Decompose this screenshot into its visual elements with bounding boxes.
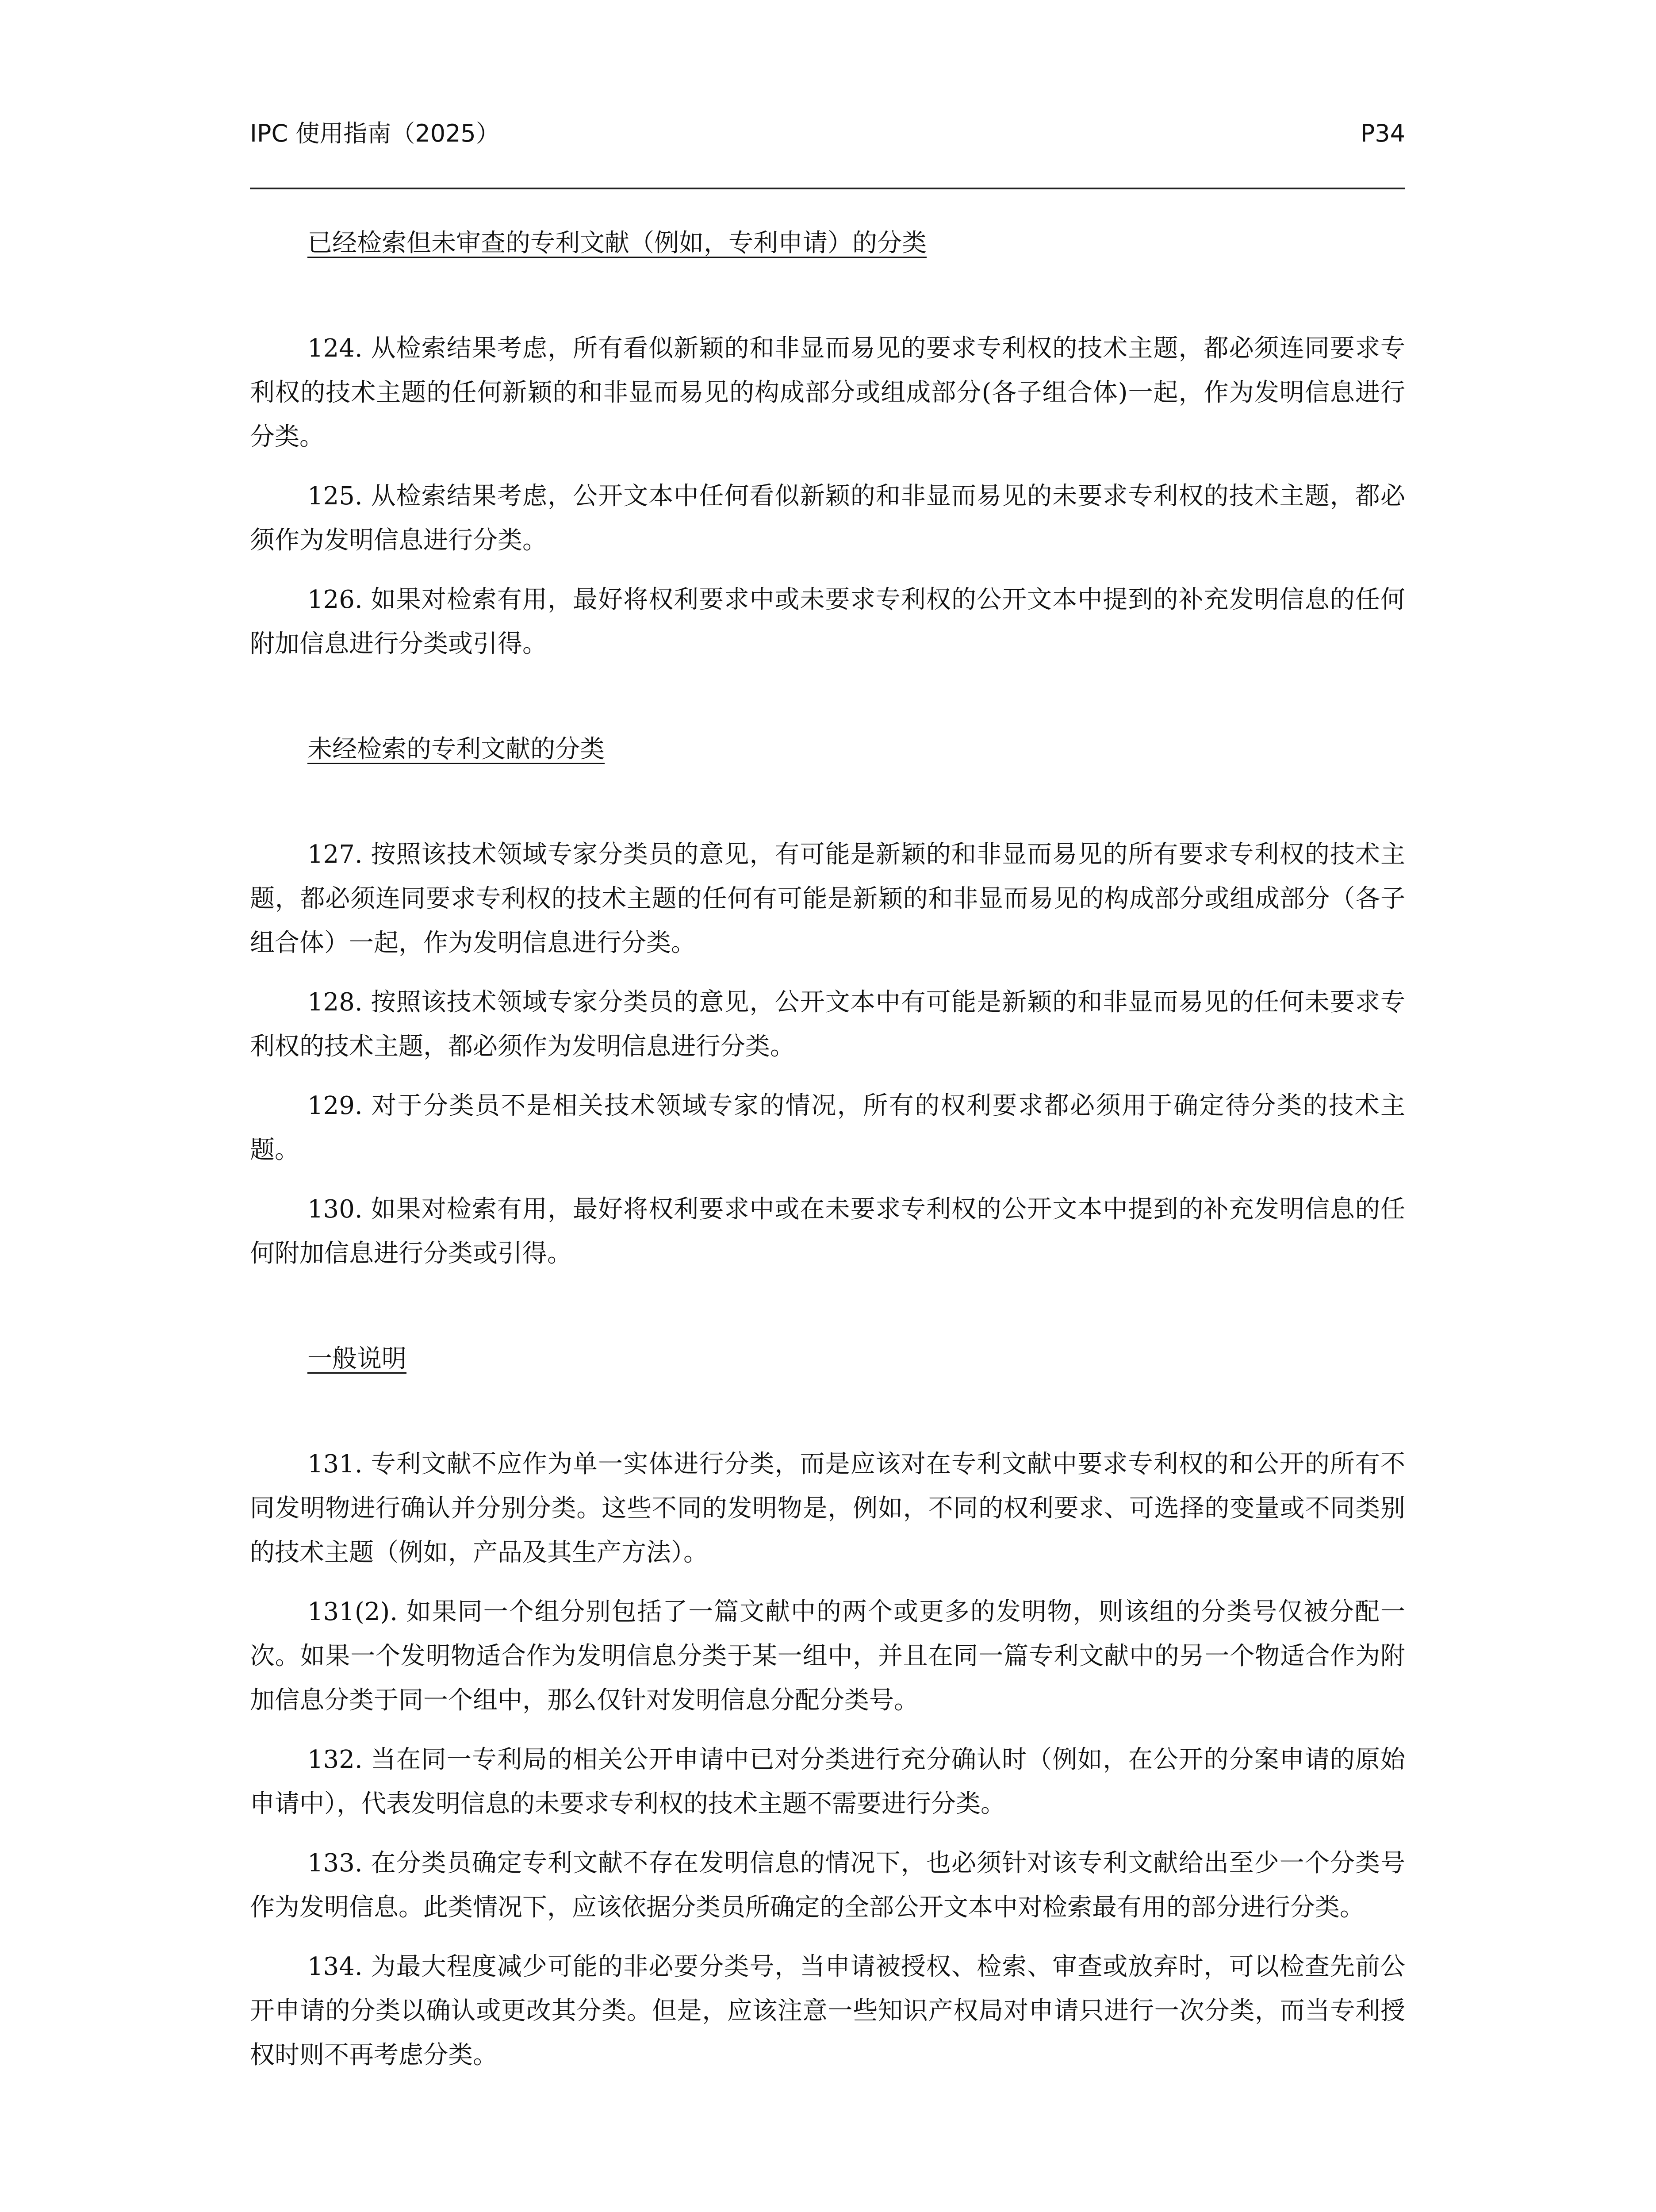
paragraph-124: 124. 从检索结果考虑，所有看似新颖的和非显而易见的要求专利权的技术主题，都必须连同要求专利权的技术主题的任何新颖的和非显而易见的构成部分或组成部分(各子组合体)一起，作为发明信息进行分类。 — [250, 334, 1405, 451]
document-body — [250, 221, 1405, 2078]
header-divider — [250, 188, 1405, 189]
paragraph-125: 125. 从检索结果考虑，公开文本中任何看似新颖的和非显而易见的未要求专利权的技术主题，都必须作为发明信息进行分类。 — [250, 482, 1405, 555]
section-unsearched — [250, 727, 1405, 1276]
paragraph-131: 131. 专利文献不应作为单一实体进行分类，而是应该对在专利文献中要求专利权的和公开的所有不同发明物进行确认并分别分类。这些不同的发明物是，例如，不同的权利要求、可选择的变量或不同类别的技术主题（例如，产品及其生产方法）。 — [250, 1450, 1405, 1567]
section-heading: 一般说明 — [307, 1344, 406, 1373]
paragraph-132: 132. 当在同一专利局的相关公开申请中已对分类进行充分确认时（例如，在公开的分案申请的原始申请中），代表发明信息的未要求专利权的技术主题不需要进行分类。 — [250, 1745, 1405, 1818]
section-general-notes — [250, 1337, 1405, 2078]
page-header — [250, 116, 1405, 151]
section-heading: 已经检索但未审查的专利文献（例如，专利申请）的分类 — [307, 229, 927, 257]
section-heading: 未经检索的专利文献的分类 — [307, 735, 605, 764]
header-title: IPC 使用指南（2025） — [250, 119, 500, 147]
paragraph-126: 126. 如果对检索有用，最好将权利要求中或未要求专利权的公开文本中提到的补充发明信息的任何附加信息进行分类或引得。 — [250, 585, 1405, 658]
page-number: P34 — [1360, 119, 1405, 147]
paragraph-131-2: 131(2). 如果同一个组分别包括了一篇文献中的两个或更多的发明物，则该组的分类号仅被分配一次。如果一个发明物适合作为发明信息分类于某一组中，并且在同一篇专利文献中的另一个物适合作为附加信息分类于同一个组中，那么仅针对发明信息分配分类号。 — [250, 1598, 1405, 1715]
paragraph-128: 128. 按照该技术领域专家分类员的意见，公开文本中有可能是新颖的和非显而易见的任何未要求专利权的技术主题，都必须作为发明信息进行分类。 — [250, 988, 1405, 1061]
paragraph-130: 130. 如果对检索有用，最好将权利要求中或在未要求专利权的公开文本中提到的补充发明信息的任何附加信息进行分类或引得。 — [250, 1195, 1405, 1268]
paragraph-129: 129. 对于分类员不是相关技术领域专家的情况，所有的权利要求都必须用于确定待分类的技术主题。 — [250, 1091, 1405, 1164]
paragraph-127: 127. 按照该技术领域专家分类员的意见，有可能是新颖的和非显而易见的所有要求专利权的技术主题，都必须连同要求专利权的技术主题的任何有可能是新颖的和非显而易见的构成部分或组成部分（各子组合体）一起，作为发明信息进行分类。 — [250, 840, 1405, 957]
paragraph-133: 133. 在分类员确定专利文献不存在发明信息的情况下，也必须针对该专利文献给出至少一个分类号作为发明信息。此类情况下，应该依据分类员所确定的全部公开文本中对检索最有用的部分进行分类。 — [250, 1849, 1405, 1922]
paragraph-134: 134. 为最大程度减少可能的非必要分类号，当申请被授权、检索、审查或放弃时，可以检查先前公开申请的分类以确认或更改其分类。但是，应该注意一些知识产权局对申请只进行一次分类，而当专利授权时则不再考虑分类。 — [250, 1952, 1405, 2070]
section-examined-unexamined — [250, 221, 1405, 666]
